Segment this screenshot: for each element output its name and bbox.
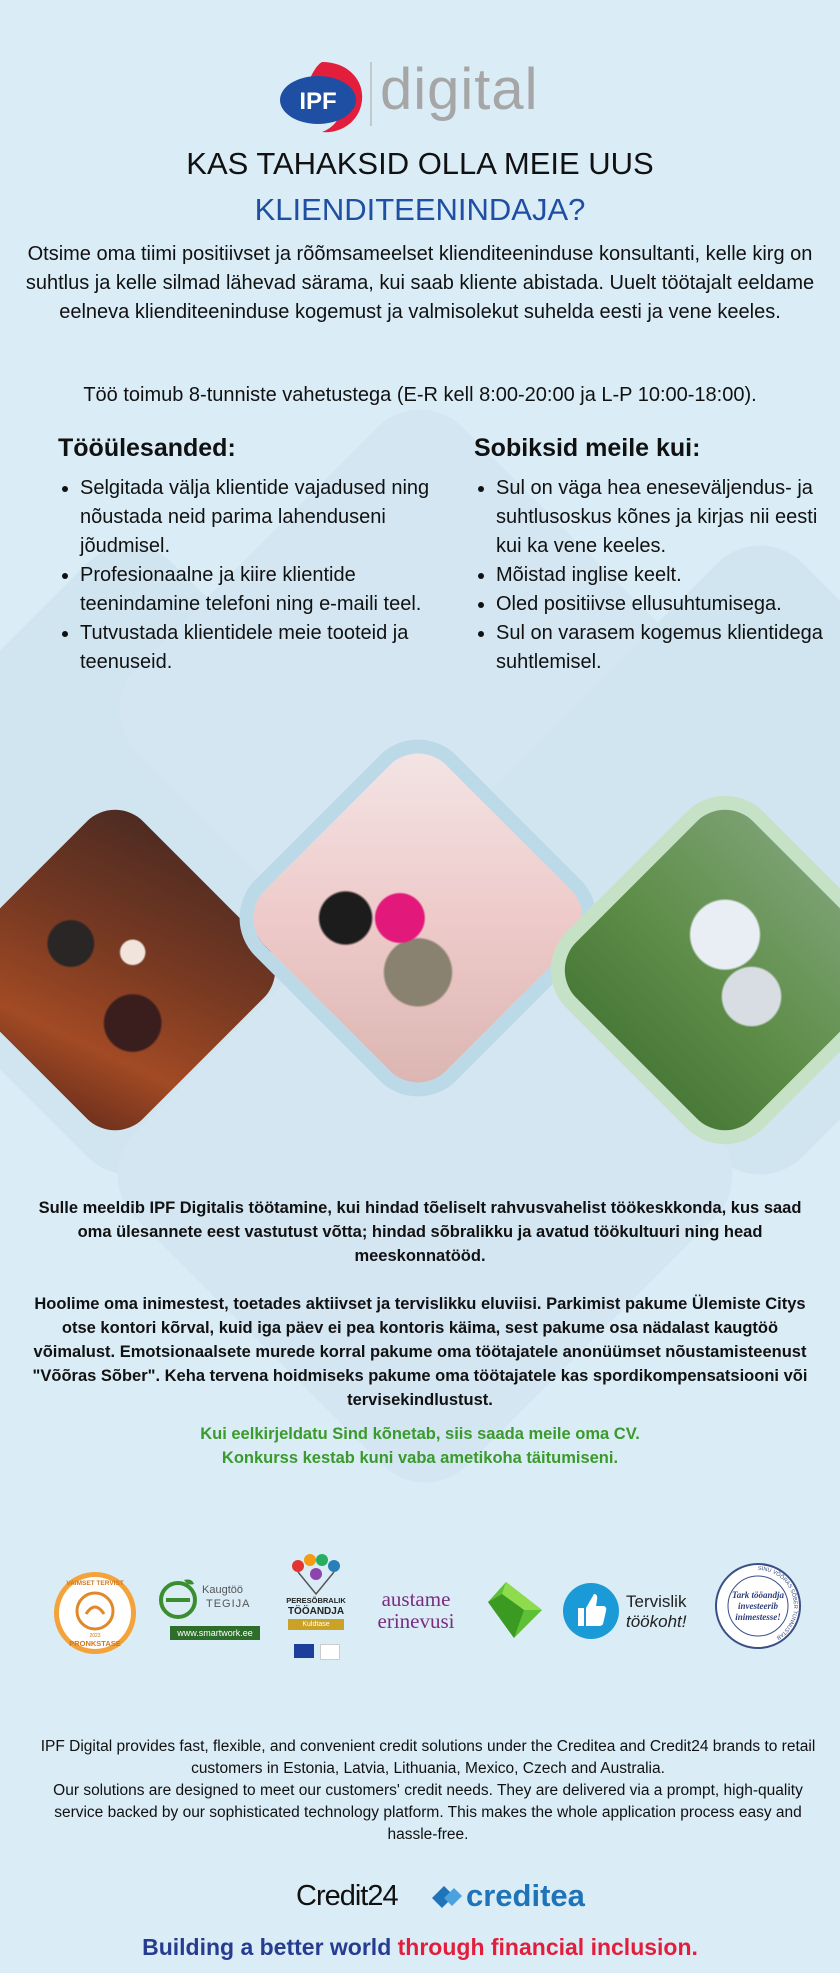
credit24-logo: Credit24: [296, 1880, 398, 1912]
list-item: • Mõistad inglise keelt.: [496, 561, 840, 590]
green-diamond-logo-icon: [484, 1580, 546, 1640]
cta-line-1: Kui eelkirjeldatu Sind kõnetab, siis saada meile oma CV.: [200, 1425, 640, 1443]
tasks-list: [58, 474, 450, 677]
company-description: [28, 1736, 828, 1846]
ipf-digital-logo: [278, 58, 568, 136]
leaf-e-icon: [158, 1576, 198, 1620]
creditea-logo: creditea: [466, 1878, 585, 1913]
badge-text: inimestesse!: [735, 1612, 781, 1622]
list-item: • Tutvustada klientidele meie tooteid ja teenuseid.: [80, 619, 450, 677]
healthy-workplace-badge: [562, 1582, 702, 1642]
mental-health-bronze-badge: [52, 1570, 138, 1656]
badge-text: TÖÖANDJA: [287, 1606, 345, 1617]
badge-text: Tervislik: [626, 1592, 687, 1611]
partner-logo-icon: [320, 1644, 340, 1660]
tagline-part-1: Building a better world: [142, 1934, 392, 1960]
list-item: • Sul on varasem kogemus klientidega suhtlemisel.: [496, 619, 840, 677]
headline-line-2: KLIENDITEENINDAJA?: [254, 192, 586, 227]
badge-text: töökoht!: [626, 1612, 687, 1631]
cta-line-2: Konkurss kestab kuni vaba ametikoha täitumiseni.: [221, 1449, 619, 1467]
badge-text: www.smartwork.ee: [170, 1626, 260, 1640]
remote-work-badge: [156, 1576, 262, 1646]
tagline: [0, 1934, 840, 1961]
family-friendly-employer-badge: [284, 1552, 348, 1672]
list-item: • Selgitada välja klientide vajadused ning nõustada neid parima lahenduseni jõudmisel.: [80, 474, 450, 561]
badge-text: PERESÕBRALIK: [286, 1596, 346, 1605]
logo-wordmark: digital: [380, 57, 539, 122]
culture-paragraph: Sulle meeldib IPF Digitalis töötamine, kui hindad tõeliselt rahvusvahelist töökeskkonda, kus saad oma ülesannete eest vastutust võtta; hindad sõbralikku ja avatud töökultuuri ning head meeskonnatööd.: [38, 1199, 802, 1265]
shift-info: Töö toimub 8-tunniste vahetustega (E-R kell 8:00-20:00 ja L-P 10:00-18:00).: [83, 384, 757, 406]
badge-text: erinevusi: [377, 1609, 455, 1633]
list-item: • Profesionaalne ja kiire klientide teenindamine telefoni ning e-maili teel.: [80, 561, 450, 619]
intro-paragraph: Otsime oma tiimi positiivset ja rõõmsameelset klienditeeninduse konsultanti, kelle kirg on suhtlus ja kelle silmad lähevad särama, kui saab kliente abistada. Uuelt töötajalt eeldame eelneva klienditeeninduse kogemust ja valmisolekut suhelda eesti ja vene keeles.: [25, 243, 815, 323]
thumbs-up-icon: [562, 1582, 620, 1640]
respect-differences-badge: [364, 1588, 468, 1632]
fit-title: Sobiksid meile kui:: [474, 434, 701, 462]
badge-text: SINU VÕÕRAS SÕBER TUNNUSTAB: [757, 1565, 798, 1641]
badge-text: 2023: [89, 1633, 101, 1639]
benefits-paragraph: Hoolime oma inimestest, toetades aktiivset ja tervislikku eluviisi. Parkimist pakume Ülemiste Citys otse kontori kõrval, kuid iga päev ei pea kontoris käima, sest pakume osa nädalast kaugtöö võimalust. Emotsionaalsete murede korral pakume oma töötajatele anonüümset nõustamisteenust "Võõras Sõber". Keha tervena hoidmiseks pakume oma töötajatele kas spordikompensatsiooni või tervisekindlustust.: [32, 1295, 808, 1409]
badge-text: TEGIJA: [206, 1598, 251, 1610]
ipf-logo-mark: [278, 60, 366, 134]
badge-text: VAIMSET TERVIST: [66, 1580, 124, 1587]
headline-line-1: KAS TAHAKSID OLLA MEIE UUS: [186, 146, 654, 181]
tagline-part-2: through financial inclusion.: [391, 1934, 698, 1960]
company-description-line-2: Our solutions are designed to meet our customers' credit needs. They are delivered via a prompt, high-quality service backed by our sophisticated technology platform. This makes the whole application process easy and hassle-free.: [53, 1782, 803, 1843]
company-description-line-1: IPF Digital provides fast, flexible, and convenient credit solutions under the Creditea and Credit24 brands to retail customers in Estonia, Latvia, Lithuania, Mexico, Czech and Australia.: [40, 1738, 816, 1777]
photo-team-outdoor: [548, 793, 840, 1147]
photo-team-with-dog: [237, 737, 599, 1099]
logo-mark-text: IPF: [299, 88, 337, 115]
badge-text: Kuldtase: [288, 1619, 344, 1630]
badge-text: PRONKSTASE: [69, 1639, 121, 1648]
creditea-mark-icon: [430, 1884, 464, 1912]
list-item: • Oled positiivse ellusuhtumisega.: [496, 590, 840, 619]
badge-text: austame: [381, 1587, 451, 1611]
badge-text: Tark tööandja: [732, 1590, 784, 1600]
voorasober-employer-badge: [714, 1562, 802, 1650]
fit-list: [474, 474, 840, 677]
logo-divider: [370, 62, 372, 126]
list-item: • Sul on väga hea eneseväljendus- ja suhtlusoskus kõnes ja kirjas nii eesti kui ka vene keeles.: [496, 474, 840, 561]
photo-team-party: [0, 793, 292, 1147]
tasks-title: Tööülesanded:: [58, 434, 236, 462]
eu-flag-icon: [294, 1644, 314, 1658]
badge-text: Kaugtöö: [202, 1584, 243, 1596]
badge-text: investeerib: [738, 1601, 778, 1611]
family-circles-icon: [284, 1552, 348, 1596]
